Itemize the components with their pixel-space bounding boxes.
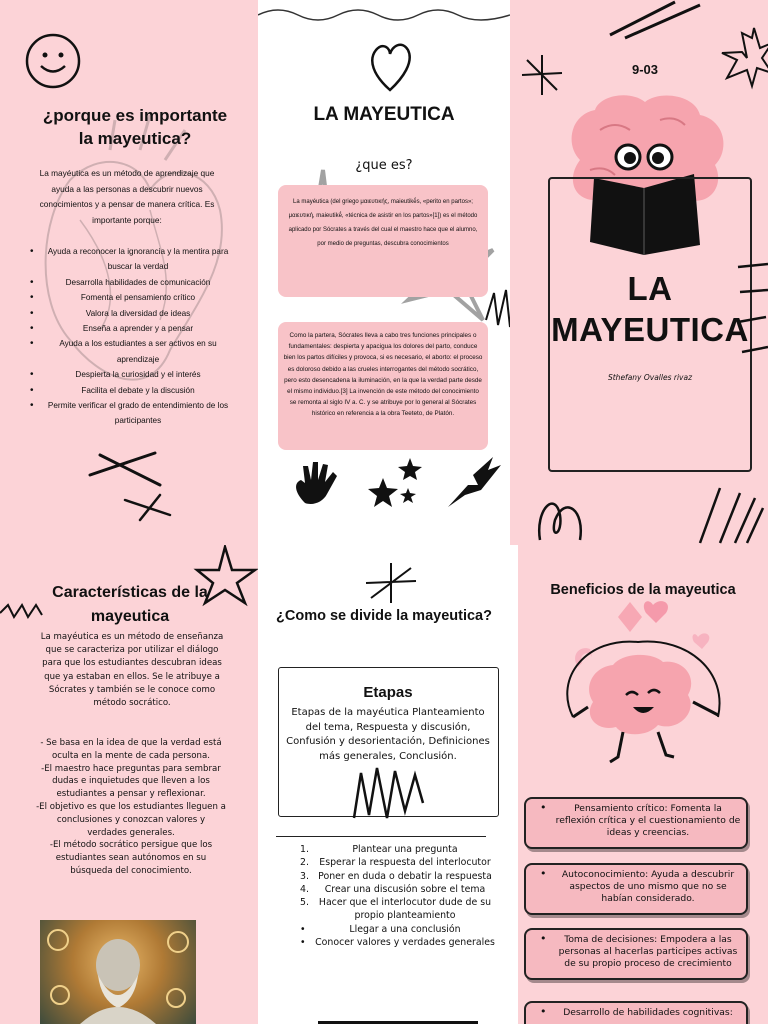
bullet-dot-icon: • [30,246,34,257]
grade-label: 9-03 [632,62,659,77]
bullet-dot-icon: • [30,276,34,288]
cross-doodle-icon [85,445,205,525]
characteristics-title [25,581,235,629]
step-number: 2. [300,857,309,869]
step-text: Plantear una pregunta [352,844,458,855]
step-number: 4. [300,883,309,895]
step-bullet-item [280,936,500,949]
steps-list [280,843,500,949]
side-lines-doodle [738,262,768,372]
panel-division [258,545,518,1024]
step-text: Hacer que el interlocutor dude de su propio planteamiento [318,897,492,922]
characteristic-point: -El maestro hace preguntas para sembrar dudas e inquietudes que lleven a los estudiantes a pensar y reflexionar. [41,763,221,800]
bullet-dot-icon: • [30,338,34,350]
cover-title [550,268,750,350]
definition-text: La mayéutica (del griego μαιευτικής, maieutikḗs, «perito en partos»; μαιευτική, maieutikḗ, «técnica de asistir en los partos»[1]) es el método aplicado por Sócrates a través del cual el maestro hace que el alumno, por medio de preguntas, descubra conocimientos [288,199,478,247]
step-item [280,896,500,923]
importance-bullet-item [30,336,230,367]
characteristics-title-line2: mayeutica [90,608,170,625]
bullet-dot-icon: • [540,932,547,945]
brain-jump-rope-icon [548,597,748,772]
importance-title [30,104,240,150]
star-cross-icon [522,55,562,95]
step-item [280,856,500,869]
stars-icon [368,458,438,508]
benefit-box [524,1001,748,1024]
smiley-face-icon [25,33,85,93]
step-text: Esperar la respuesta del interlocutor [319,857,491,869]
loop-doodle-icon [535,490,615,545]
reaching-hands-icon [443,455,503,510]
step-item [280,883,500,896]
benefit-text: Autoconocimiento: Ayuda a descubrir aspectos de uno mismo que no se habían considerado. [561,869,735,904]
importance-bullet-item [30,367,230,382]
importance-intro: La mayéutica es un método de aprendizaje que ayuda a las personas a descubrir nuevos conocimientos y a pensar de manera crítica. Es importante porque: [39,168,215,225]
importance-bullet-text: Facilita el debate y la discusión [81,385,195,395]
benefit-text: Toma de decisiones: Empodera a las personas al hacerlas participes activas de su propio proceso de crecimiento [558,934,738,969]
characteristics-points [36,737,226,878]
step-item [280,870,500,883]
scribble-lines-icon [484,285,510,330]
importance-bullet-text: Fomenta el pensamiento crítico [80,293,196,303]
panel-benefits [518,545,768,1024]
socrates-portrait-image [40,920,196,1024]
divider-line [276,836,486,837]
characteristic-point: -El método socrático persigue que los estudiantes sean autónomos en su búsqueda del conocimiento. [49,840,213,876]
socrates-bust-icon [40,920,196,1024]
importance-bullet-text: Enseña a aprender y a pensar [82,324,194,334]
bullet-dot-icon: • [540,801,547,814]
definition-box [278,185,488,297]
step-bullet-item [280,923,500,936]
importance-bullet-text: Ayuda a los estudiantes a ser activos en su aprendizaje [59,339,217,364]
importance-bullet-text: Valora la diversidad de ideas [85,308,191,318]
importance-bullet-text: Desarrolla habilidades de comunicación [65,277,211,287]
benefit-box [524,928,748,980]
importance-bullet-item [30,398,230,429]
benefit-box [524,797,748,849]
bullet-dot-icon: • [30,323,34,335]
importance-bullet-text: Despierta la curiosidad y el interés [75,370,201,380]
step-number: 5. [300,897,309,909]
step-number: 3. [300,870,309,882]
bullet-dot-icon: • [300,937,306,949]
benefit-text: Desarrollo de habilidades cognitivas: [563,1007,733,1018]
bullet-dot-icon: • [30,400,34,412]
characteristics-intro: La mayéutica es un método de enseñanza que se caracteriza por utilizar el diálogo para que los estudiantes descubran ideas que ya estaban en ellos. Se le atribuye a Sócrates y también se le conoce como método socrático. [40,632,224,709]
importance-bullet-item [30,290,230,305]
hand-print-icon [293,458,343,508]
bullet-dot-icon: • [300,923,306,935]
characteristic-point: -El objetivo es que los estudiantes lleguen a conclusiones y conozcan valores y verdades generales. [36,801,226,838]
step-item [280,843,500,856]
importance-bullet-list [30,244,230,429]
heart-doodle-icon [368,40,418,95]
importance-bullet-item [30,383,230,398]
stages-box-title: Etapas [363,684,413,701]
panel-cover [510,0,768,545]
importance-bullet-text: Permite verificar el grado de entendimiento de los participantes [47,401,229,426]
importance-title-line1: ¿porque es importante [42,106,228,125]
importance-bullet-item [30,306,230,321]
bullet-dot-icon: • [540,1005,547,1018]
star-cross-icon [366,563,416,603]
bullet-dot-icon: • [30,369,34,381]
panel-definition [258,0,510,545]
importance-bullet-item [30,275,230,290]
history-box [278,322,488,450]
characteristics-title-line1: Características de la [52,584,208,601]
stages-box-text: Etapas de la mayéutica Planteamiento del tema, Respuesta y discusión, Confusión y desorientación, Definiciones más generales, Conclusión. [286,707,490,762]
step-text: Crear una discusión sobre el tema [324,883,486,895]
cover-author: Sthefany Ovalles rivaz [607,373,693,382]
definition-question: ¿que es? [355,158,413,173]
division-title: ¿Como se divide la mayeutica? [276,608,492,624]
bullet-dot-icon: • [30,292,34,304]
slash-doodle-icon [605,0,705,40]
benefit-box [524,863,748,915]
cover-title-line2: MAYEUTICA [551,311,749,348]
bullet-dot-icon: • [30,307,34,319]
importance-title-line2: la mayeutica? [78,129,192,148]
flower-doodle-icon [722,28,768,88]
squiggle-line-decoration [258,5,510,25]
panel-importance [0,0,258,545]
characteristic-point: - Se basa en la idea de que la verdad está oculta en la mente de cada persona. [40,738,222,761]
benefits-title: Beneficios de la mayeutica [550,582,736,598]
stages-box [278,667,499,817]
panel-characteristics [0,545,258,1024]
importance-bullet-text: Ayuda a reconocer la ignorancia y la mentira para buscar la verdad [47,247,229,272]
bullet-dot-icon: • [540,867,547,880]
importance-bullet-item [30,244,230,275]
importance-bullet-item [30,321,230,336]
step-text: Poner en duda o debatir la respuesta [318,870,492,882]
dash-lines-doodle [695,488,765,543]
cover-title-line1: LA [627,270,673,307]
step-bullet-text: Conocer valores y verdades generales [315,937,495,949]
benefit-text: Pensamiento crítico: Fomenta la reflexión crítica y el cuestionamiento de ideas y creencias. [555,803,741,838]
definition-title: LA MAYEUTICA [313,104,455,125]
history-text: Como la partera, Sócrates lleva a cabo tres funciones principales o fundamentales: despierta y apacigua los dolores del parto, conduce bien los partos difíciles y provoca, si es necesario, el aborto: el proceso es doloroso debido a las crueles interrogantes del método socrático, pero esto desencadena la iluminación, en la que la verdad parte desde el mismo individuo.[3] La invención de este método del conocimiento se remonta al siglo IV a. C. y se atribuye por lo general al Sócrates histórico en referencia a la obra Teeteto, de Platón. [283,332,483,418]
scribble-lines-icon [349,763,429,823]
step-bullet-text: Llegar a una conclusión [349,923,461,935]
bullet-dot-icon: • [30,384,34,396]
step-number: 1. [300,844,309,855]
